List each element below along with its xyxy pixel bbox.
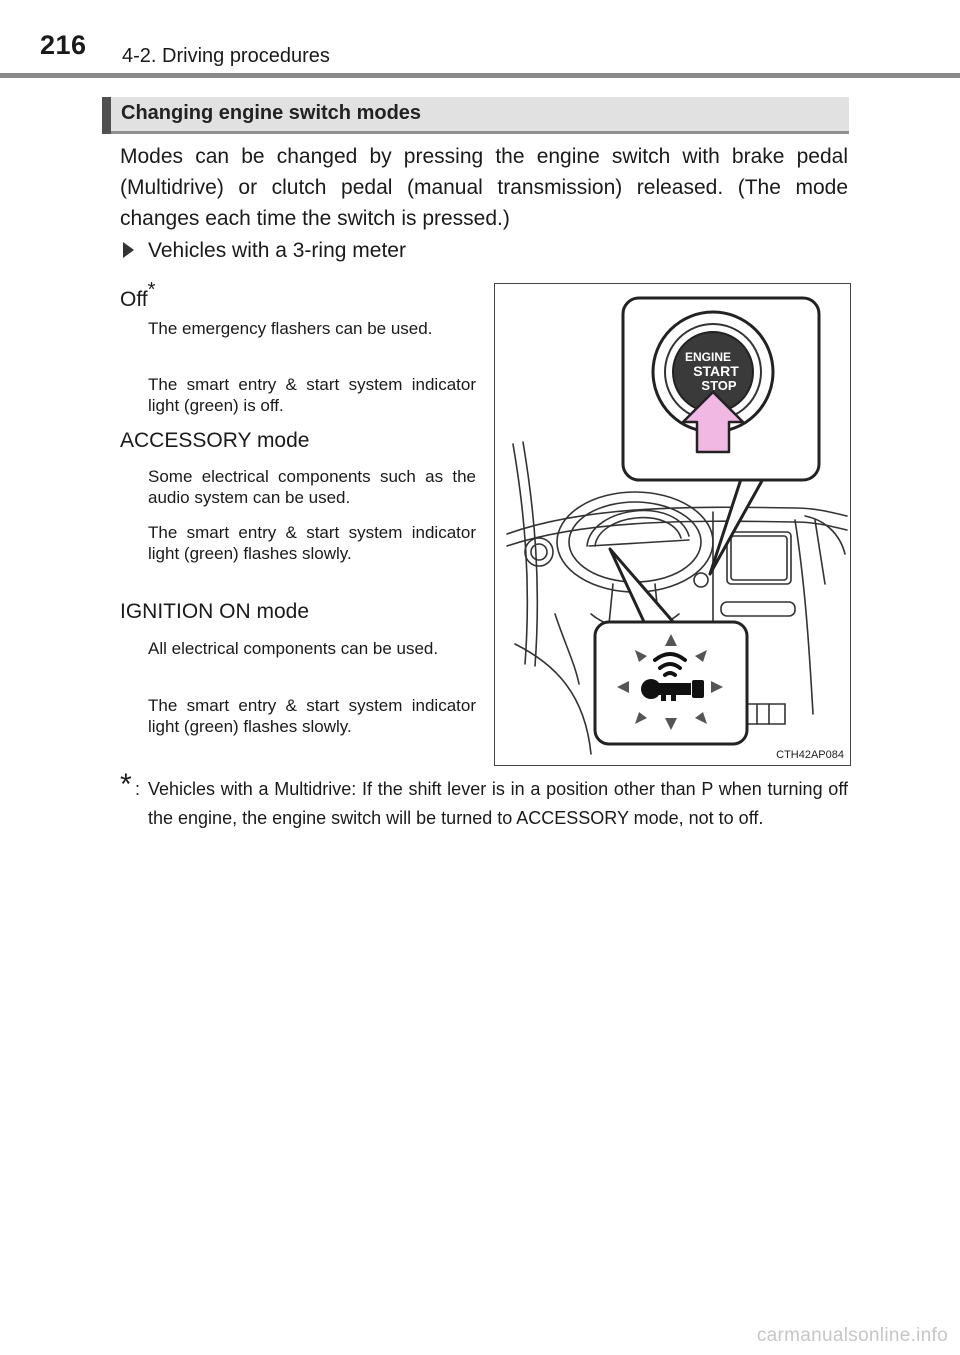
chapter-title: 4-2. Driving procedures	[122, 45, 330, 67]
section-title: Changing engine switch modes	[121, 102, 422, 124]
dashboard-drawing	[495, 284, 850, 765]
mode-description: The emergency flashers can be used.	[148, 319, 433, 338]
bullet-text: Vehicles with a 3-ring meter	[148, 239, 406, 262]
mode-heading-off	[120, 281, 155, 312]
watermark: carmanualsonline.info	[756, 1325, 948, 1346]
mode-heading-accessory: ACCESSORY mode	[120, 429, 310, 452]
button-label-engine: ENGINE	[684, 350, 732, 364]
mode-heading-text: Off	[120, 288, 148, 311]
mode-description: The smart entry & start system indicator light (green) flashes slowly.	[148, 523, 476, 563]
footnote-text: Vehicles with a Multidrive: If the shift lever is in a position other than P when turning off the engine, the engine switch will be turned to ACCESSORY mode, not to off.	[148, 779, 848, 828]
mode-heading-ignition-on: IGNITION ON mode	[120, 600, 310, 623]
footnote-marker: *	[147, 279, 156, 301]
section-heading-bar	[102, 97, 849, 134]
button-label-start: START	[693, 363, 739, 379]
intro-paragraph: Modes can be changed by pressing the engine switch with brake pedal (Multidrive) or clutch pedal (manual transmission) released. (The mode changes each time the switch is pressed.)	[120, 145, 848, 230]
footnote-colon: :	[135, 779, 141, 799]
page-header	[0, 0, 960, 80]
section-accent	[102, 97, 111, 134]
mode-description: The smart entry & start system indicator light (green) is off.	[148, 375, 476, 415]
page-number: 216	[40, 30, 87, 60]
button-label-stop: STOP	[701, 378, 737, 393]
figure-code: CTH42AP084	[776, 749, 844, 761]
footnote	[120, 768, 848, 833]
mode-description: All electrical components can be used.	[148, 639, 439, 658]
mode-description: Some electrical components such as the audio system can be used.	[148, 467, 476, 507]
triangle-bullet-icon	[123, 242, 134, 258]
dashboard-illustration	[494, 283, 851, 766]
mode-description: The smart entry & start system indicator light (green) flashes slowly.	[148, 696, 476, 736]
header-divider	[0, 73, 960, 78]
vehicle-type-bullet	[123, 239, 406, 263]
footnote-asterisk: *	[120, 768, 132, 801]
